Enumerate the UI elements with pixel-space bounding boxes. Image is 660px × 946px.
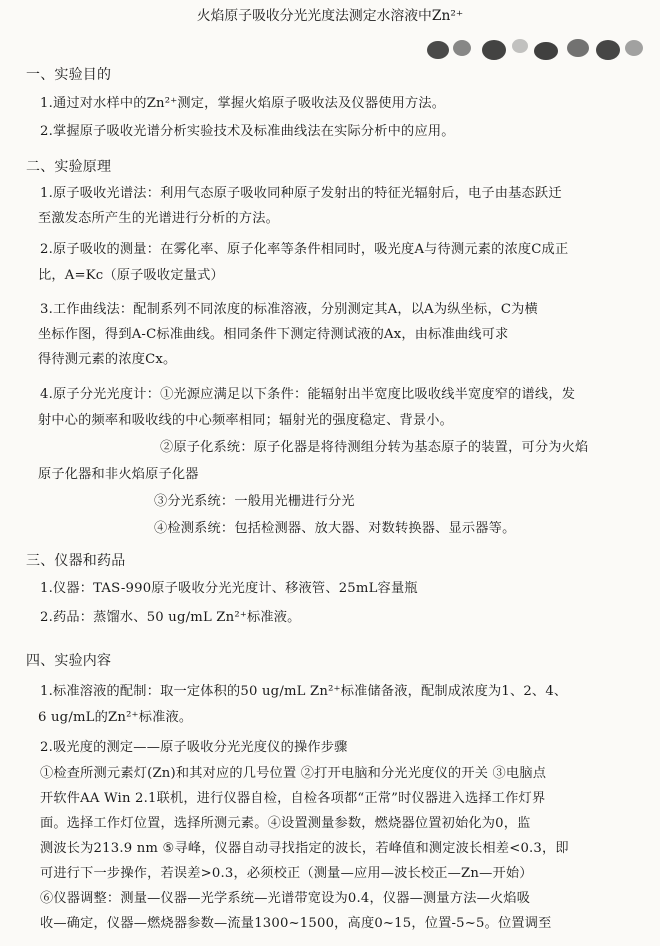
text-line: 2.吸光度的测定——原子吸收分光光度仪的操作步骤 [40, 740, 348, 755]
text-line: 2.掌握原子吸收光谱分析实验技术及标准曲线法在实际分析中的应用。 [40, 124, 455, 139]
text-line: ③分光系统：一般用光栅进行分光 [154, 494, 355, 509]
text-line: 2.原子吸收的测量：在雾化率、原子化率等条件相同时，吸光度A与待测元素的浓度C成正 [40, 242, 569, 257]
text-line: 可进行下一步操作，若误差>0.3，必须校正（测量—应用—波长校正—Zn—开始） [40, 866, 533, 881]
text-line: 4.原子分光光度计：①光源应满足以下条件：能辐射出半宽度比吸收线半宽度窄的谱线，发 [40, 387, 576, 402]
text-line: 3.工作曲线法：配制系列不同浓度的标准溶液，分别测定其A，以A为纵坐标，C为横 [40, 302, 538, 317]
ink-smudge [422, 36, 652, 64]
text-line: ⑥仪器调整：测量—仪器—光学系统—光谱带宽设为0.4，仪器—测量方法—火焰吸 [40, 891, 531, 906]
text-line: 得待测元素的浓度Cx。 [38, 352, 177, 367]
section-heading: 三、仪器和药品 [26, 553, 126, 569]
text-line: 1.标准溶液的配制：取一定体积的50 ug/mL Zn²⁺标准储备液，配制成浓度为1、2、4、 [40, 684, 568, 699]
text-line: 2.药品：蒸馏水、50 ug/mL Zn²⁺标准液。 [40, 610, 301, 625]
page-title: 火焰原子吸收分光光度法测定水溶液中Zn²⁺ [196, 8, 464, 24]
text-line: 开软件AA Win 2.1联机，进行仪器自检，自检各项都“正常”时仪器进入选择工作灯界 [40, 791, 546, 806]
text-line: 坐标作图，得到A-C标准曲线。相同条件下测定待测试液的Ax，由标准曲线可求 [38, 327, 509, 342]
text-line: ①检查所测元素灯(Zn)和其对应的几号位置 ②打开电脑和分光光度仪的开关 ③电脑点 [40, 766, 547, 781]
text-line: 1.仪器：TAS-990原子吸收分光光度计、移液管、25mL容量瓶 [40, 581, 418, 596]
section-heading: 四、实验内容 [26, 653, 112, 669]
text-line: ④检测系统：包括检测器、放大器、对数转换器、显示器等。 [154, 521, 516, 536]
text-line: 1.通过对水样中的Zn²⁺测定，掌握火焰原子吸收法及仪器使用方法。 [40, 96, 446, 111]
text-line: 收—确定，仪器—燃烧器参数—流量1300~1500，高度0~15，位置-5~5。位置调至 [40, 916, 552, 931]
text-line: 至激发态所产生的光谱进行分析的方法。 [38, 211, 279, 226]
text-line: 6 ug/mL的Zn²⁺标准液。 [38, 710, 193, 725]
text-line: 1.原子吸收光谱法：利用气态原子吸收同种原子发射出的特征光辐射后，电子由基态跃迁 [40, 186, 562, 201]
text-line: 比，A=Kc（原子吸收定量式） [38, 268, 224, 283]
text-line: 面。选择工作灯位置，选择所测元素。④设置测量参数，燃烧器位置初始化为0，监 [40, 816, 531, 831]
text-line: 原子化器和非火焰原子化器 [38, 467, 199, 482]
text-line: ②原子化系统：原子化器是将待测组分转为基态原子的装置，可分为火焰 [160, 440, 589, 455]
section-heading: 一、实验目的 [26, 67, 112, 83]
text-line: 测波长为213.9 nm ⑤寻峰，仪器自动寻找指定的波长，若峰值和测定波长相差<0.3，即 [40, 841, 569, 856]
section-heading: 二、实验原理 [26, 159, 112, 175]
text-line: 射中心的频率和吸收线的中心频率相同；辐射光的强度稳定、背景小。 [38, 413, 454, 428]
